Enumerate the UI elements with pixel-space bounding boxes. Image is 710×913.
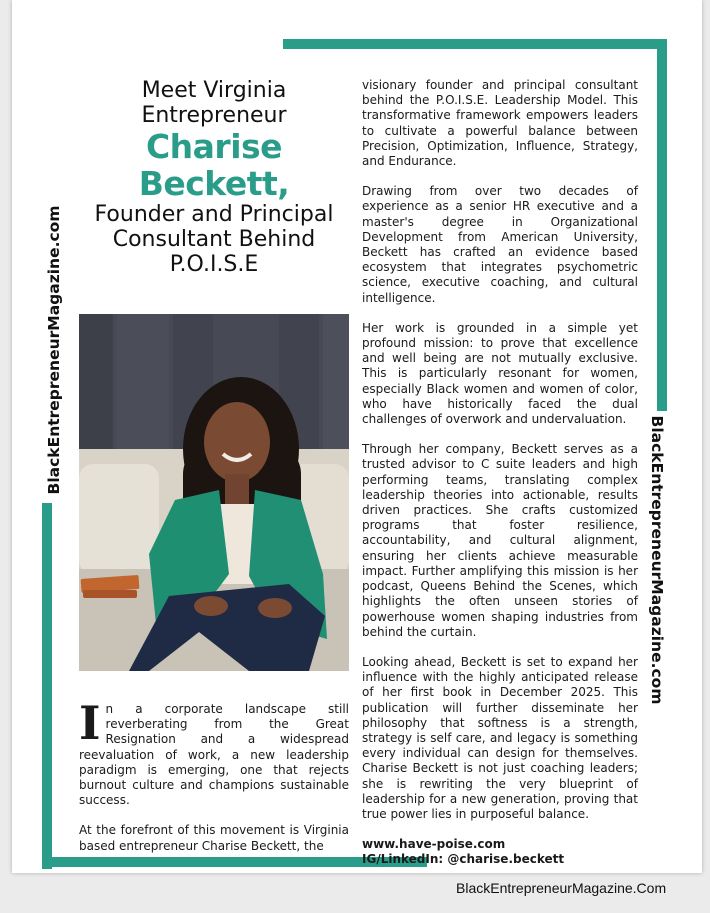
- article-paragraph: [79, 696, 349, 808]
- headline-name: Beckett,: [138, 164, 290, 203]
- article-paragraph: Looking ahead, Beckett is set to expand her influence with the highly anticipated release of her first book in December 2025. This publication will further disseminate her philosophy that softness is a strength, strategy is self care, and legacy is something every individual can design for themselves. Charise Beckett is not just coaching leaders; she is rewriting the very blueprint of leadership for a new generation, proving that true power lies in purposeful balance.: [362, 654, 638, 821]
- headline-line: Entrepreneur: [141, 103, 287, 128]
- drop-cap: I: [79, 696, 101, 750]
- article-paragraph: Drawing from over two decades of experience as a senior HR executive and a master's degree in Organizational Development from American University, Beckett has crafted an evidence based ecosystem that integrates psychometric science, executive coaching, and cultural intelligence.: [362, 184, 638, 305]
- headline-line: Consultant Behind: [112, 227, 316, 252]
- headline-name: Charise: [145, 127, 283, 166]
- article-paragraph: Through her company, Beckett serves as a trusted advisor to C suite leaders and high performing teams, translating complex leadership theories into actionable, results driven practices. She crafts customized programs that foster resilience, accountability, and cultural alignment, ensuring her clients achieve measurable impact. Further amplifying this mission is her podcast, Queens Behind the Scenes, which highlights the often unseen stories of powerhouse women shaping industries from behind the curtain.: [362, 442, 638, 639]
- headline-line: P.O.I.S.E: [169, 252, 259, 277]
- article-paragraph: visionary founder and principal consultant behind the P.O.I.S.E. Leadership Model. This transformative framework empowers leaders to cultivate a powerful balance between Precision, Optimization, Influence, Strategy, and Endurance.: [362, 78, 638, 169]
- side-label-right: BlackEntrepreneurMagazine.com: [648, 415, 666, 705]
- website-link[interactable]: www.have-poise.com: [362, 837, 506, 852]
- article-paragraph: At the forefront of this movement is Virginia based entrepreneur Charise Beckett, the: [79, 823, 349, 853]
- headline-line: Founder and Principal: [94, 202, 334, 227]
- side-label-left: BlackEntrepreneurMagazine.com: [45, 205, 63, 495]
- article-column-right: [362, 78, 638, 868]
- headline-line: Meet Virginia: [141, 78, 287, 103]
- footer-site-name: BlackEntrepreneurMagazine.Com: [456, 880, 667, 896]
- social-handle: IG/LinkedIn: @charise.beckett: [362, 852, 565, 867]
- article-paragraph: Her work is grounded in a simple yet profound mission: to prove that excellence and well being are not mutually exclusive. This is particularly resonant for women, especially Black women and women of color, who have historically faced the dual challenges of overwork and undervaluation.: [362, 320, 638, 427]
- article-text: n a corporate landscape still reverberating from the Great Resignation and a widespread reevaluation of work, a new leadership paradigm is emerging, one that rejects burnout culture and champions sustainable success.: [79, 702, 349, 808]
- portrait-photo: [79, 314, 349, 671]
- frame-bar-left: [42, 503, 52, 869]
- headline: [80, 78, 348, 277]
- frame-bar-top: [283, 39, 667, 49]
- frame-bar-right: [657, 39, 667, 411]
- article-column-left: [79, 696, 349, 869]
